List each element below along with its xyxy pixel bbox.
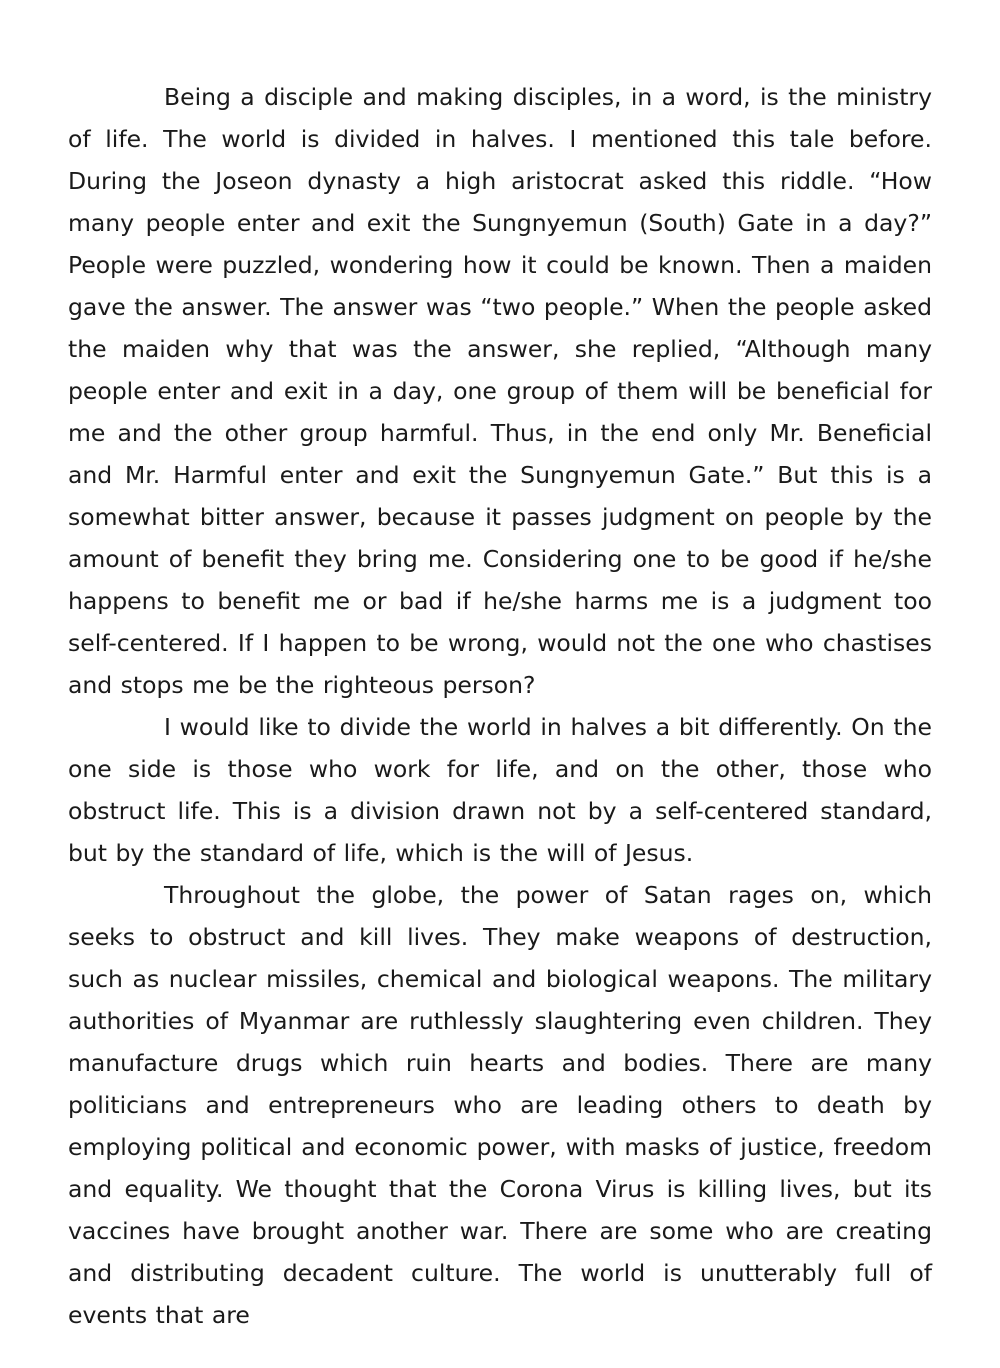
paragraph-1: Being a disciple and making disciples, in a word, is the ministry of life. The world is divided in halves. I mentioned this tale before. During the Joseon dynasty a high aristocrat asked this riddle. “How many people enter and exit the Sungnyemun (South) Gate in a day?” People were puzzled, wondering how it could be known. Then a maiden gave the answer. The answer was “two people.” When the people asked the maiden why that was the answer, she replied, “Although many people enter and exit in a day, one group of them will be beneficial for me and the other group harmful. Thus, in the end only Mr. Beneficial and Mr. Harmful enter and exit the Sungnyemun Gate.” But this is a somewhat bitter answer, because it passes judgment on people by the amount of benefit they bring me. Considering one to be good if he/she happens to benefit me or bad if he/she harms me is a judgment too self-centered. If I happen to be wrong, would not the one who chastises and stops me be the righteous person?	[68, 83, 932, 699]
paragraph-2: I would like to divide the world in halves a bit differently. On the one side is those who work for life, and on the other, those who obstruct life. This is a division drawn not by a self-centered standard, but by the standard of life, which is the will of Jesus.	[68, 713, 932, 867]
paragraph-3: Throughout the globe, the power of Satan rages on, which seeks to obstruct and kill lives. They make weapons of destruction, such as nuclear missiles, chemical and biological weapons. The military authorities of Myanmar are ruthlessly slaughtering even children. They manufacture drugs which ruin hearts and bodies. There are many politicians and entrepreneurs who are leading others to death by employing political and economic power, with masks of justice, freedom and equality. We thought that the Corona Virus is killing lives, but its vaccines have brought another war. There are some who are creating and distributing decadent culture. The world is unutterably full of events that are	[68, 881, 932, 1329]
document-page	[68, 76, 932, 1336]
